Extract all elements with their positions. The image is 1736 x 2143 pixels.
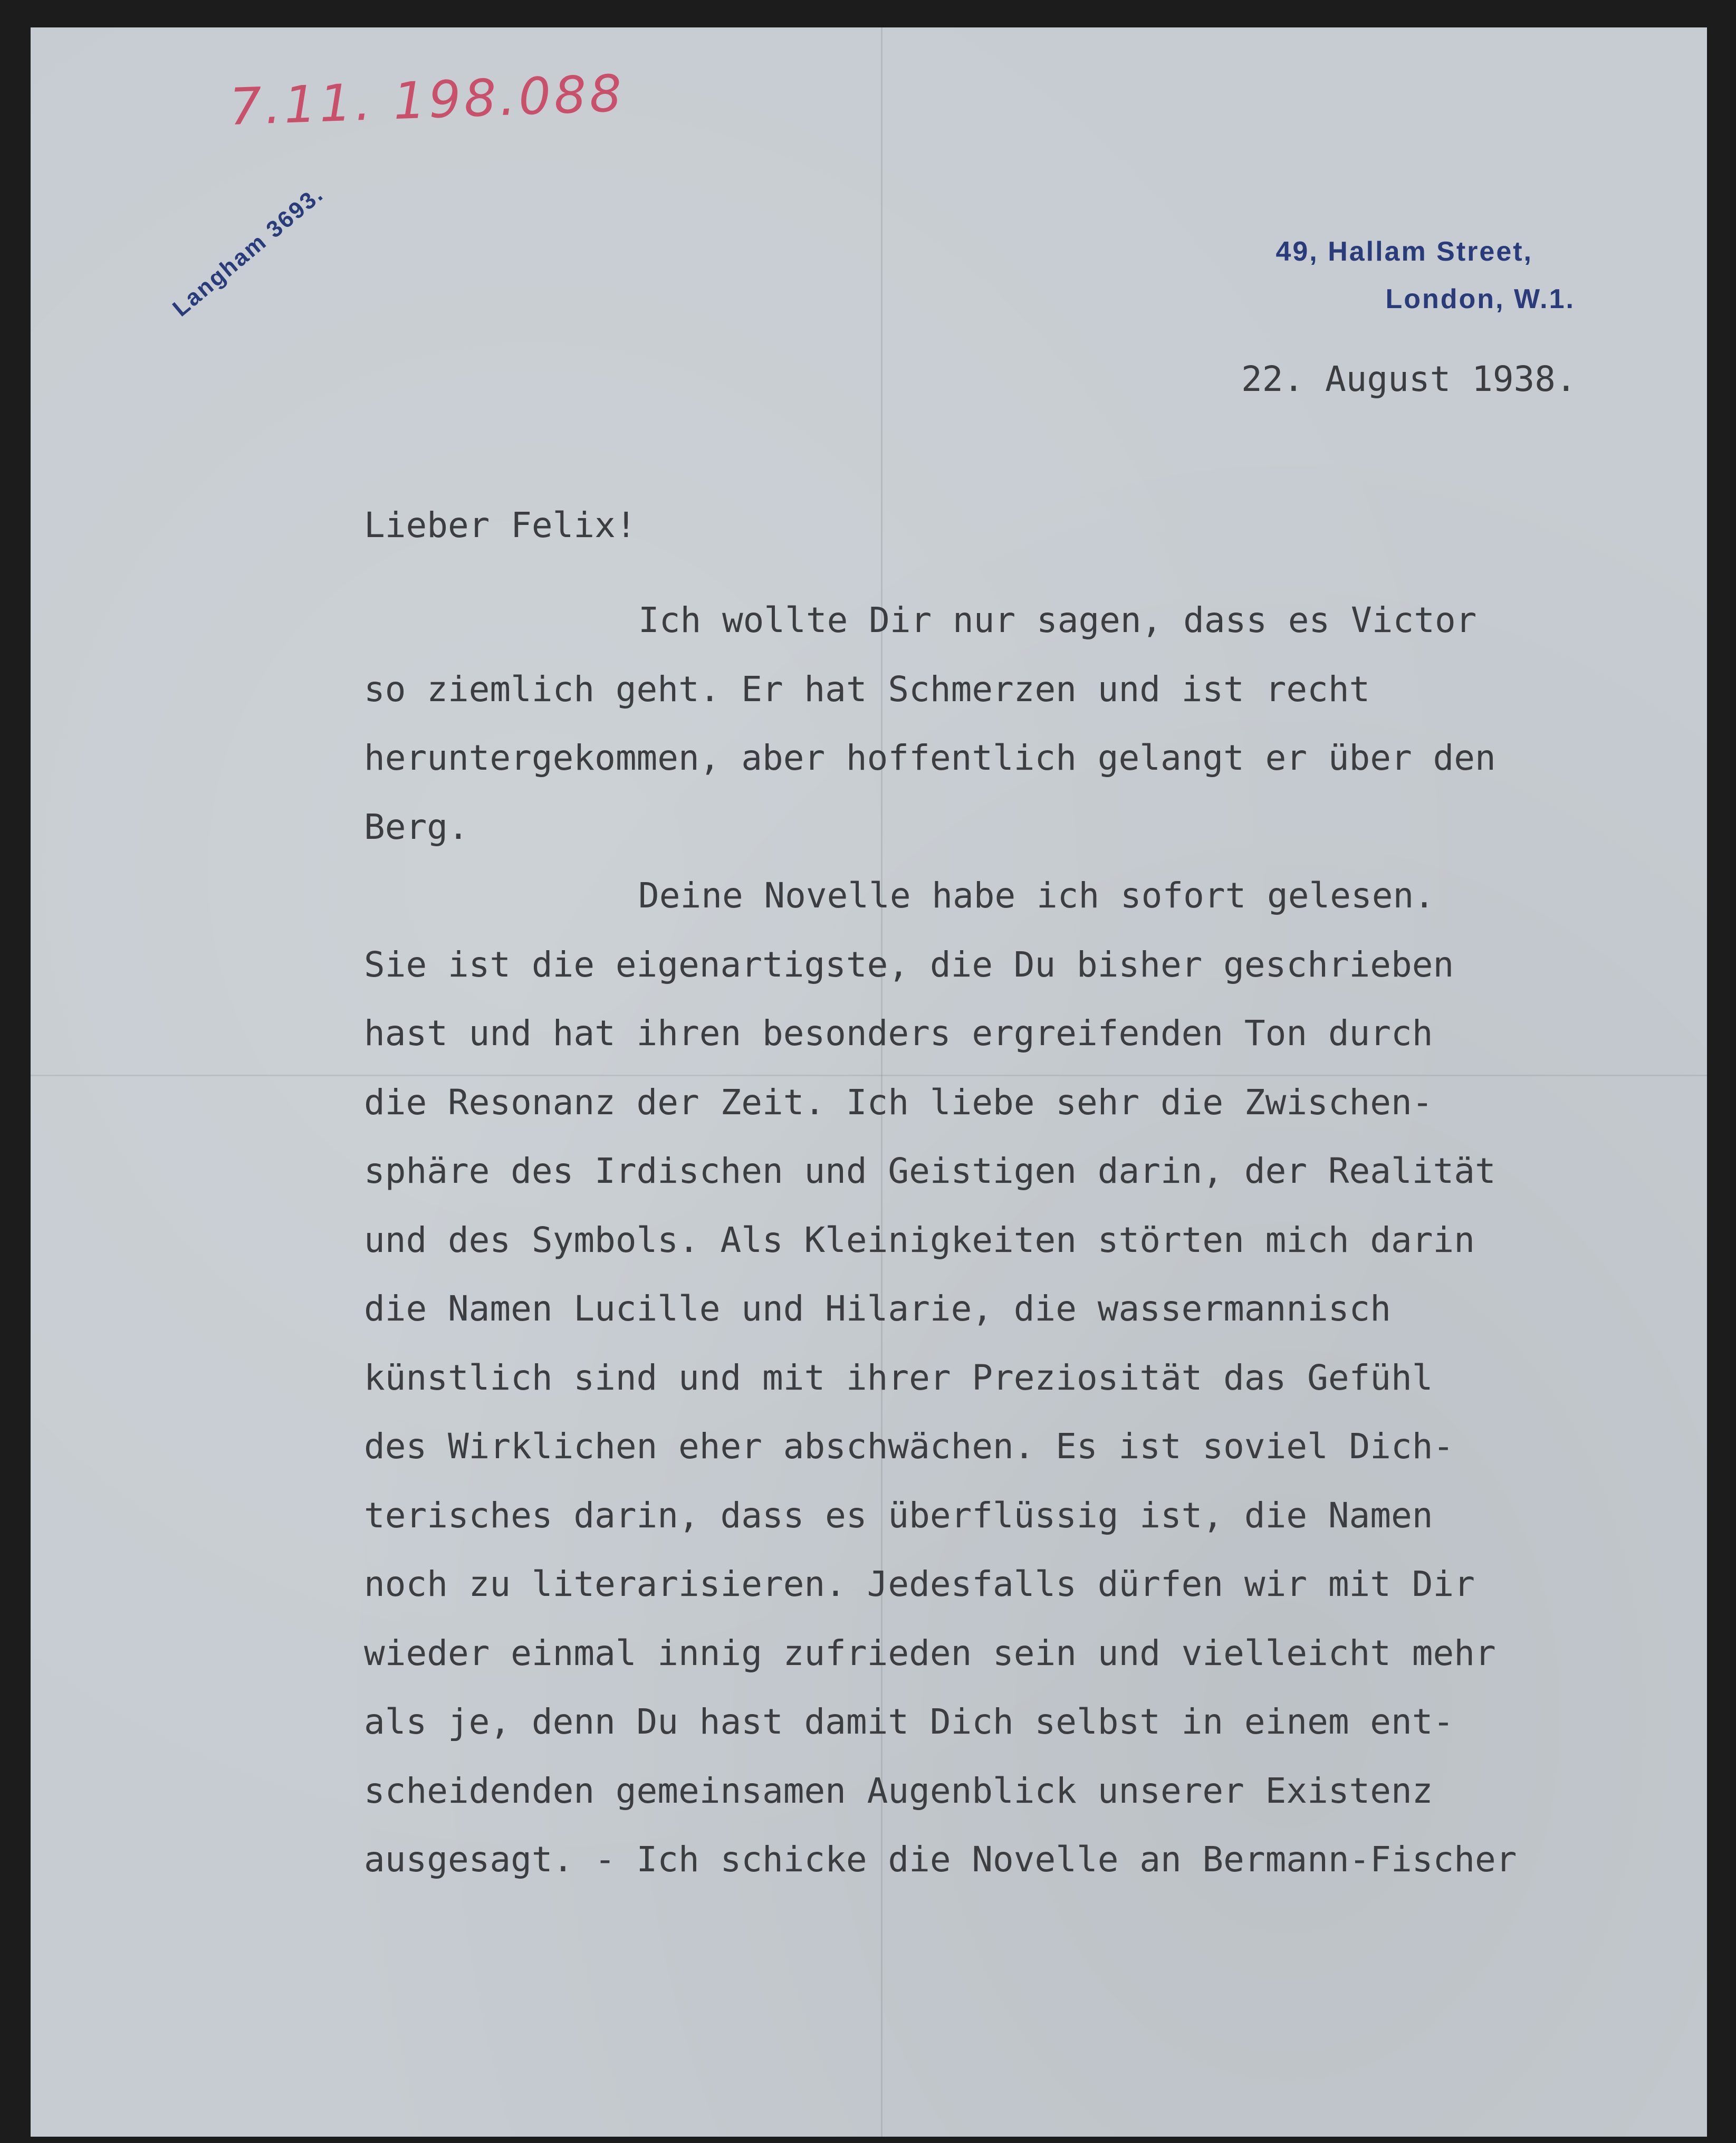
letterhead-phone: Langham 3693. bbox=[168, 180, 329, 322]
body-line: so ziemlich geht. Er hat Schmerzen und ist recht bbox=[364, 669, 1370, 710]
letter-page bbox=[31, 27, 1707, 2137]
body-line: als je, denn Du hast damit Dich selbst in einem ent- bbox=[364, 1701, 1454, 1742]
letterhead-street: 49, Hallam Street, bbox=[1275, 236, 1533, 267]
body-line: wieder einmal innig zufrieden sein und vielleicht mehr bbox=[364, 1633, 1496, 1673]
archive-number-handwritten: 7.11. 198.088 bbox=[228, 63, 626, 137]
body-line: die Resonanz der Zeit. Ich liebe sehr die Zwischen- bbox=[364, 1082, 1433, 1123]
body-line: scheidenden gemeinsamen Augenblick unserer Existenz bbox=[364, 1771, 1433, 1811]
body-line: terisches darin, dass es überflüssig ist, die Namen bbox=[364, 1495, 1433, 1536]
paper-fold-horizontal bbox=[31, 1075, 1707, 1076]
letterhead-address bbox=[1275, 228, 1575, 323]
body-line: sphäre des Irdischen und Geistigen darin, der Realität bbox=[364, 1151, 1496, 1191]
body-line: heruntergekommen, aber hoffentlich gelangt er über den bbox=[364, 738, 1496, 778]
body-line: Berg. bbox=[364, 807, 469, 847]
body-line: und des Symbols. Als Kleinigkeiten störten mich darin bbox=[364, 1220, 1475, 1260]
salutation: Lieber Felix! bbox=[364, 505, 637, 546]
body-line: Ich wollte Dir nur sagen, dass es Victor bbox=[638, 600, 1477, 640]
body-line: künstlich sind und mit ihrer Preziosität das Gefühl bbox=[364, 1357, 1433, 1398]
body-line: hast und hat ihren besonders ergreifenden Ton durch bbox=[364, 1013, 1433, 1054]
letterhead-city: London, W.1. bbox=[1385, 284, 1575, 314]
body-line: die Namen Lucille und Hilarie, die wassermannisch bbox=[364, 1288, 1392, 1329]
body-line: ausgesagt. - Ich schicke die Novelle an Bermann-Fischer bbox=[364, 1839, 1517, 1880]
body-line: des Wirklichen eher abschwächen. Es ist soviel Dich- bbox=[364, 1426, 1454, 1467]
body-line: noch zu literarisieren. Jedesfalls dürfen wir mit Dir bbox=[364, 1564, 1475, 1604]
body-line: Deine Novelle habe ich sofort gelesen. bbox=[638, 875, 1435, 916]
body-line: Sie ist die eigenartigste, die Du bisher geschrieben bbox=[364, 944, 1454, 985]
letter-date: 22. August 1938. bbox=[1241, 359, 1577, 399]
